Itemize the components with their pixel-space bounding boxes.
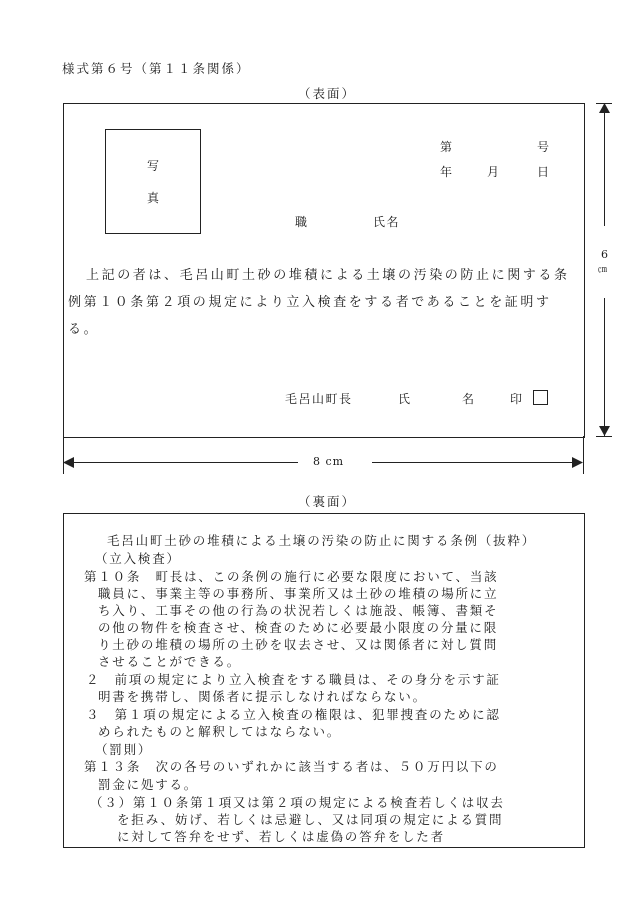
date-month-label: 月 <box>487 165 501 179</box>
back-line-11: められたものと解釈してはならない。 <box>98 724 342 739</box>
name-label: 氏名 <box>373 215 401 229</box>
certification-line-3: る。 <box>68 322 100 337</box>
issuer-label: 毛呂山町長 <box>285 392 353 406</box>
issuer-name-2: 名 <box>462 392 476 406</box>
arrow-right-icon <box>572 457 583 468</box>
photo-box <box>105 129 201 234</box>
width-line-left <box>64 462 298 463</box>
back-line-1: （立入検査） <box>95 551 181 566</box>
number-suffix: 号 <box>537 140 551 154</box>
seal-box <box>533 390 548 405</box>
back-line-13: 第１３条 次の各号のいずれかに該当する者は、５０万円以下の <box>84 759 499 774</box>
issuer-name-1: 氏 <box>398 392 412 406</box>
back-line-10: ３ 第１項の規定による立入検査の権限は、犯罪捜査のために認 <box>86 707 501 722</box>
back-line-8: ２ 前項の規定により立入検査をする職員は、その身分を示す証 <box>86 672 501 687</box>
height-bottom-tick <box>596 436 612 437</box>
height-line-upper <box>604 104 605 226</box>
certification-line-1: 上記の者は、毛呂山町土砂の堆積による土壌の汚染の防止に関する条 <box>86 268 570 283</box>
back-line-5: の他の物件を検査させ、検査のために必要最小限度の分量に限 <box>98 620 499 635</box>
back-line-2: 第１０条 町長は、この条例の施行に必要な限度において、当該 <box>84 569 499 584</box>
date-year-label: 年 <box>440 165 454 179</box>
certification-line-2: 例第１０条第２項の規定により立入検査をする者であることを証明す <box>68 295 552 310</box>
back-heading: （裏面） <box>298 494 357 509</box>
back-line-17: に対して答弁をせず、若しくは虚偽の答弁をした者 <box>117 829 445 844</box>
arrow-down-icon <box>599 426 610 436</box>
back-line-3: 職員に、事業主等の事務所、事業所又は土砂の堆積の場所に立 <box>98 586 499 601</box>
photo-label-1: 写 <box>147 159 161 173</box>
height-value: 6 <box>601 248 608 261</box>
width-label: 8 cm <box>313 455 345 468</box>
arrow-left-icon <box>63 457 74 468</box>
height-unit: ㎝ <box>598 265 608 275</box>
width-line-right <box>372 462 582 463</box>
position-label: 職 <box>295 215 309 229</box>
width-right-tick <box>583 436 584 474</box>
back-line-15: （３）第１０条第１項又は第２項の規定による検査若しくは収去 <box>90 795 505 810</box>
photo-label-2: 真 <box>147 191 161 205</box>
width-left-tick <box>63 436 64 474</box>
arrow-up-icon <box>599 103 610 113</box>
seal-label: 印 <box>510 392 524 406</box>
back-line-6: り土砂の堆積の場所の土砂を収去させ、又は関係者に対し質問 <box>98 637 499 652</box>
back-line-7: させることができる。 <box>98 654 242 669</box>
back-line-16: を拒み、妨げ、若しくは忌避し、又は同項の規定による質問 <box>117 812 504 827</box>
height-line-lower <box>604 298 605 436</box>
form-number: 様式第６号（第１１条関係） <box>62 61 251 76</box>
back-title: 毛呂山町土砂の堆積による土壌の汚染の防止に関する条例（抜粋） <box>107 533 537 548</box>
front-heading: （表面） <box>298 86 357 101</box>
back-line-14: 罰金に処する。 <box>98 777 199 792</box>
back-line-9: 明書を携帯し、関係者に提示しなければならない。 <box>98 689 427 704</box>
date-day-label: 日 <box>537 165 551 179</box>
back-line-12: （罰則） <box>95 742 153 757</box>
number-label: 第 <box>440 140 454 154</box>
back-line-4: ち入り、工事その他の行為の状況若しくは施設、帳簿、書類そ <box>98 603 499 618</box>
